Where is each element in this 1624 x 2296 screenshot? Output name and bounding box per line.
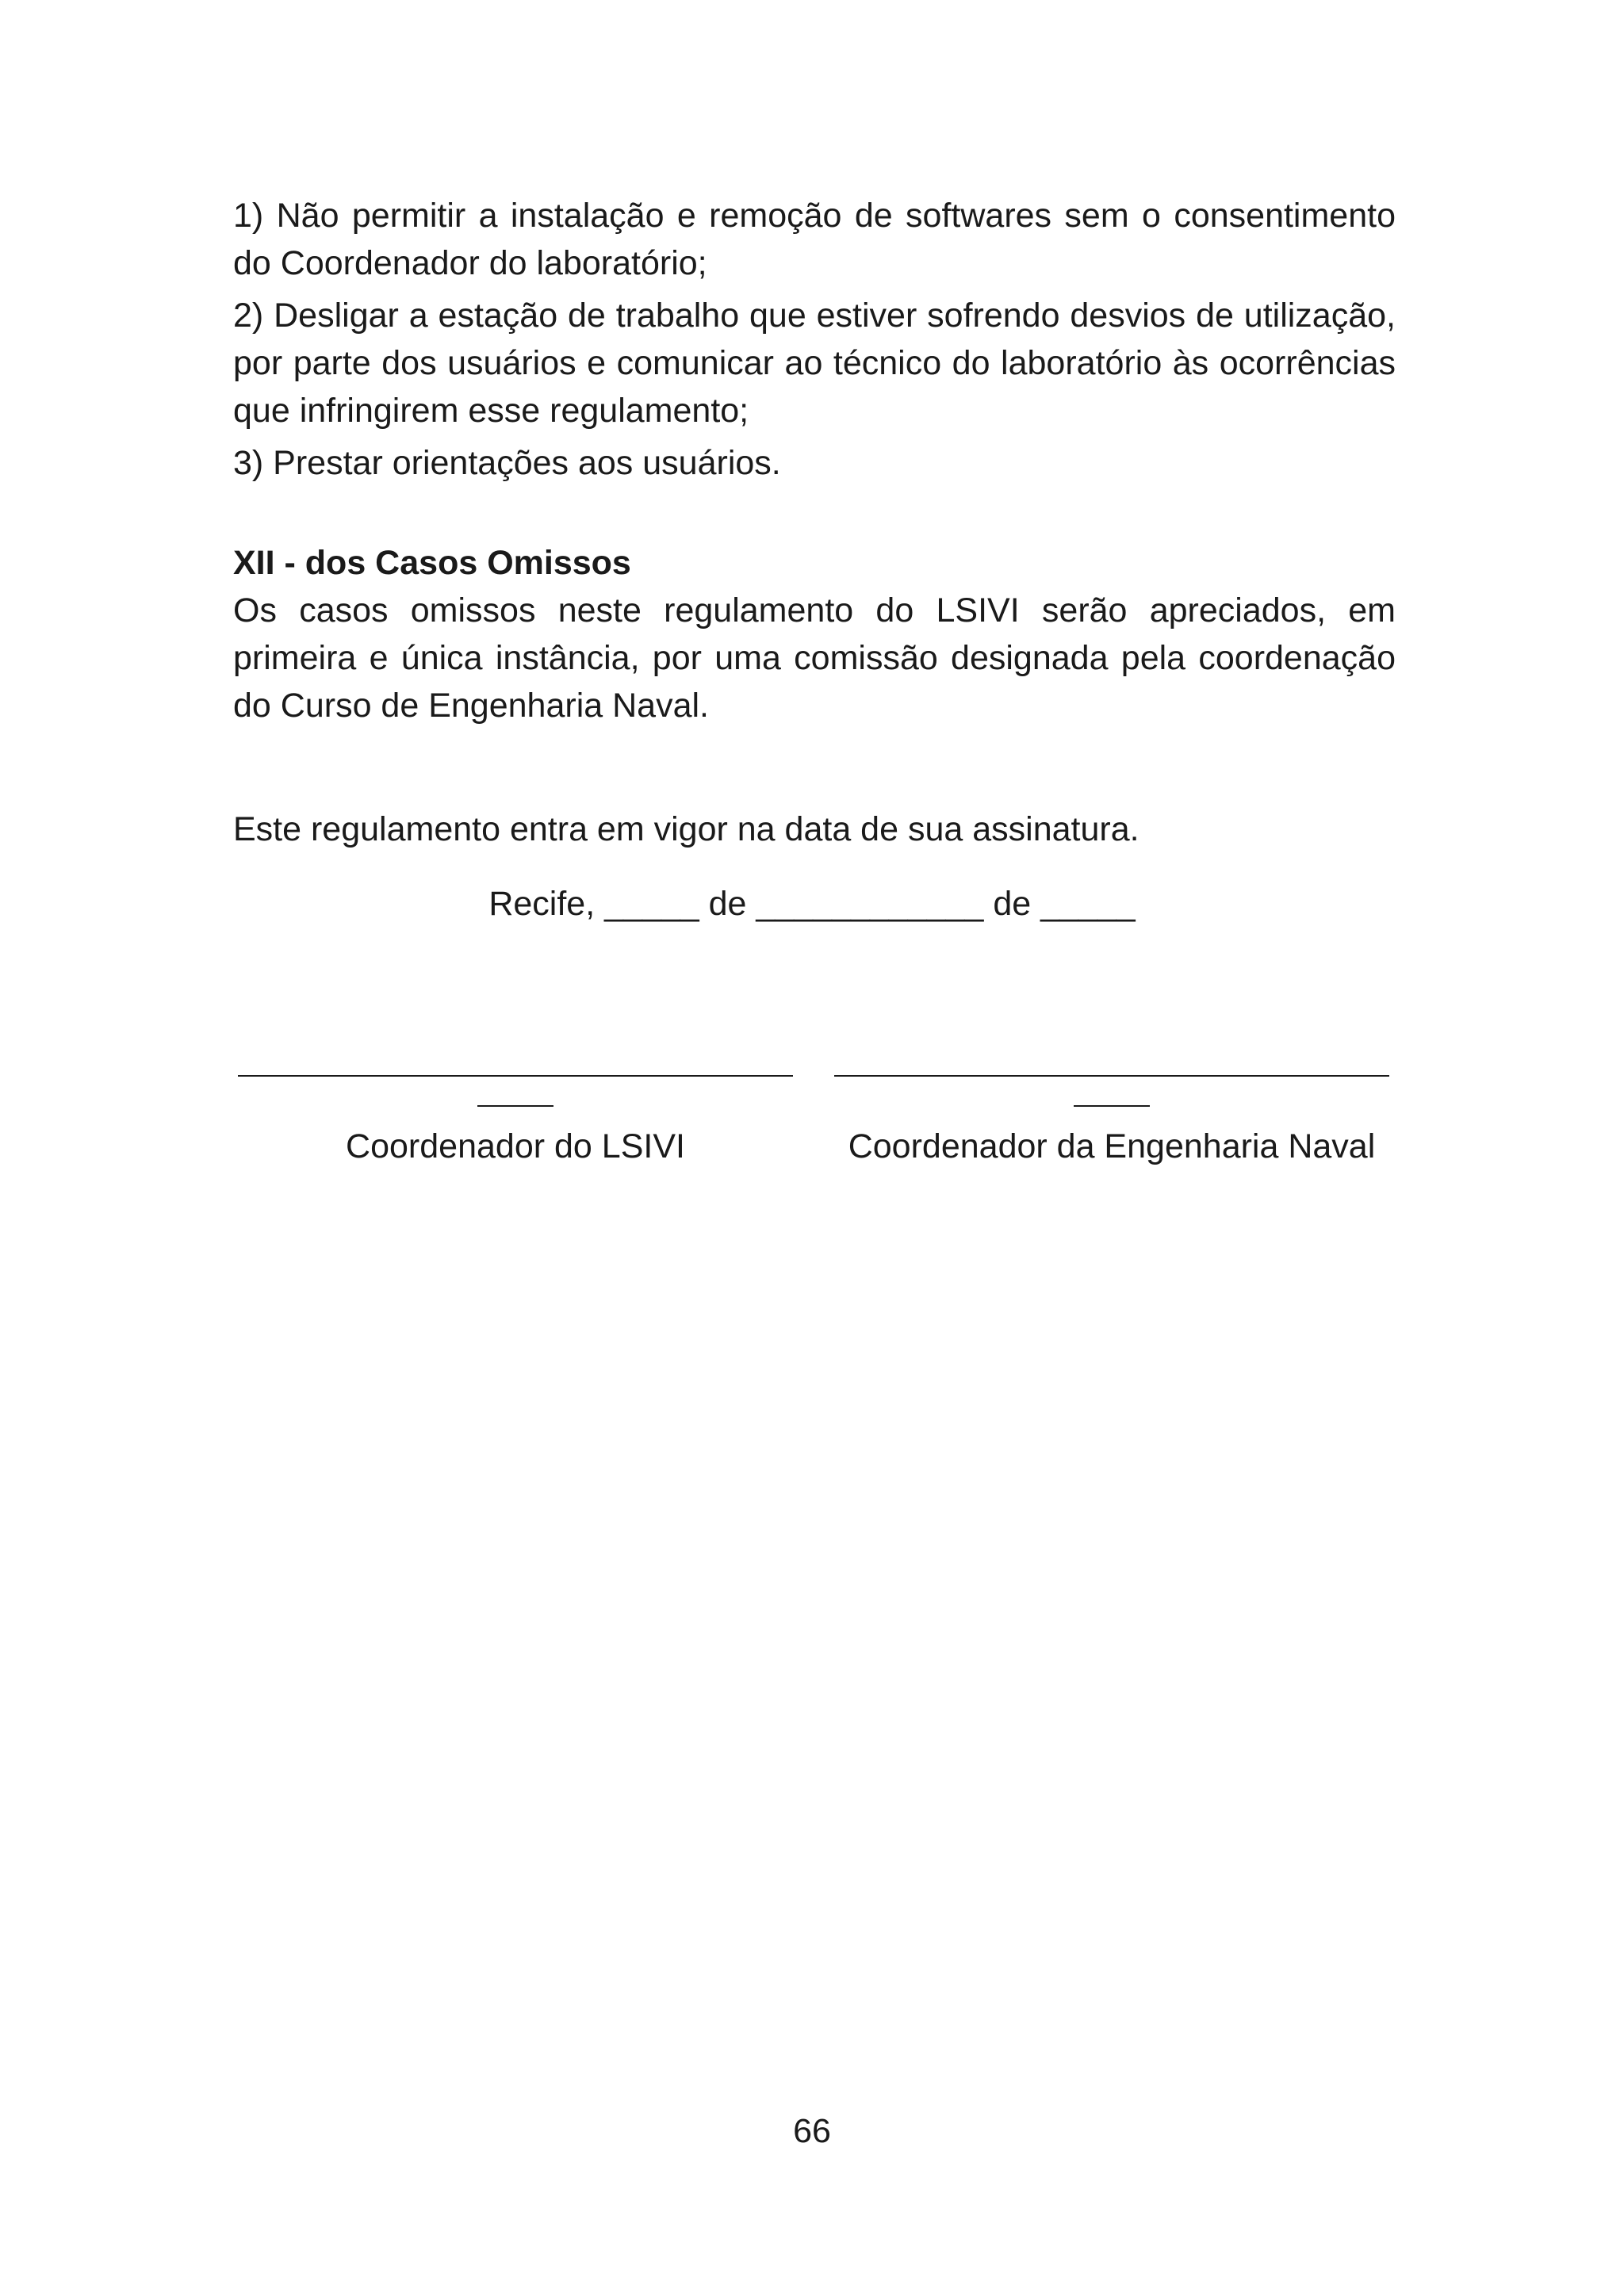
- closing-statement: Este regulamento entra em vigor na data de sua assinatura.: [233, 810, 1139, 848]
- list-item: 2) Desligar a estação de trabalho que estiver sofrendo desvios de utilização, por parte dos usuários e comunicar ao técnico do laboratório às ocorrências que infringirem esse regulamento;: [233, 297, 1396, 430]
- date-line: Recife, _____ de ____________ de _____: [488, 885, 1136, 923]
- signature-line-continuation: [1074, 1105, 1150, 1107]
- section-heading: XII - dos Casos Omissos: [233, 544, 631, 582]
- list-item: 1) Não permitir a instalação e remoção de softwares sem o consentimento do Coordenador do laboratório;: [233, 197, 1396, 282]
- spacer: [233, 729, 1396, 806]
- signature-block-engenharia-naval: [834, 1031, 1389, 1170]
- signature-line: [834, 1031, 1389, 1077]
- page-number: 66: [793, 2112, 831, 2150]
- signature-line-continuation: [477, 1105, 553, 1107]
- signature-label: Coordenador do LSIVI: [346, 1127, 685, 1165]
- signature-line: [238, 1031, 793, 1077]
- section-body: Os casos omissos neste regulamento do LSIVI serão apreciados, em primeira e única instância, por uma comissão designada pela coordenação do Curso de Engenharia Naval.: [233, 591, 1396, 725]
- signature-block-lsivi: [238, 1031, 793, 1170]
- list-item: 3) Prestar orientações aos usuários.: [233, 444, 781, 482]
- page-content: [233, 192, 1396, 853]
- spacer: [233, 492, 1396, 539]
- signature-label: Coordenador da Engenharia Naval: [848, 1127, 1376, 1165]
